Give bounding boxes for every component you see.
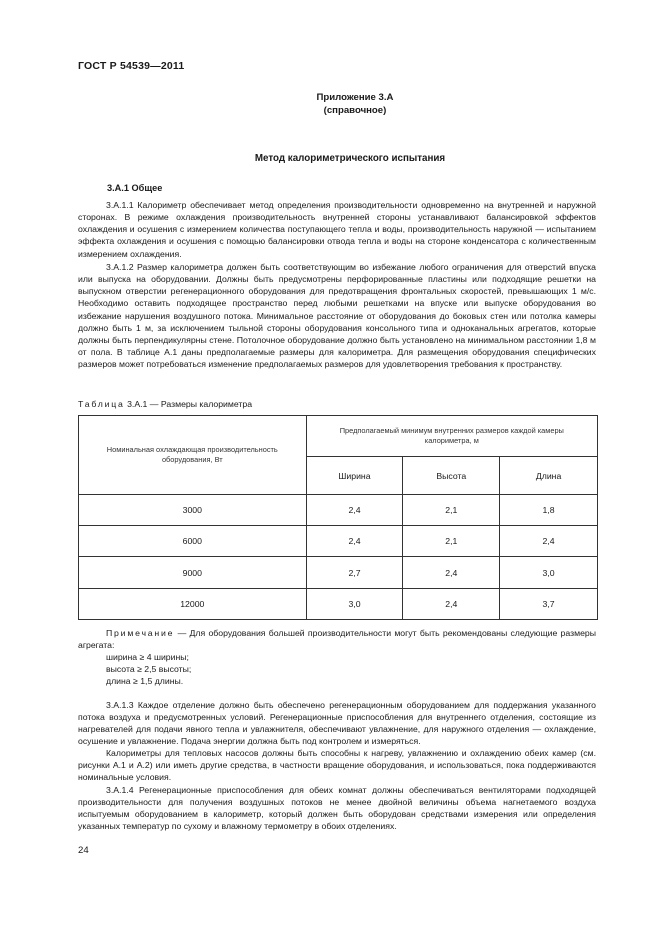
cell-capacity: 6000 [79, 526, 307, 557]
calorimeter-size-table [78, 415, 598, 620]
appendix-title: Приложение 3.А [316, 92, 394, 103]
note-line-length: длина ≥ 1,5 длины. [106, 676, 184, 686]
appendix-heading [260, 91, 450, 117]
paragraph-heat-pumps: Калориметры для тепловых насосов должны быть способны к нагреву, увлажнению и охлаждению обеих камер (см. рисунки А.1 и А.2) или иметь другие средства, в частности вращение оборудования, и использоваться, пока поддерживаются номинальные условия. [78, 748, 596, 783]
cell-width: 2,4 [306, 526, 403, 557]
appendix-subtitle: (справочное) [323, 105, 387, 116]
table-row [79, 495, 598, 526]
header-capacity: Номинальная охлаждающая производительность оборудования, Вт [79, 416, 307, 495]
table-row [79, 557, 598, 589]
document-header: ГОСТ Р 54539—2011 [78, 60, 185, 72]
header-dimensions: Предполагаемый минимум внутренних размеров каждой камеры калориметра, м [306, 416, 597, 457]
header-length: Длина [500, 457, 598, 495]
cell-capacity: 3000 [79, 495, 307, 526]
paragraph-3a12: 3.А.1.2 Размер калориметра должен быть соответствующим во избежание любого ограничения для отверстий впуска или выпуска на оборудовании. Должны быть предусмотрены перфорированные пластины или подходящие решетки на выпускном отверстии регенерационного оборудования для предотвращения фронтальных скоростей, превышающих 1 м/с. Необходимо оставить подходящее пространство перед любыми решетками на впуске или выпуске оборудования во избежание нарушения воздушного потока. Минимальное расстояние от оборудования до боковых стен или потолка камеры должно быть 1 м, за исключением тыльной стороны оборудования консольного типа и одноканальных агрегатов, которые должны быть перпендикулярны стене. Потолочное оборудование должно быть установлено на минимальном расстоянии 1,8 м от пола. В таблице А.1 даны предполагаемые размеры для калориметра. Для размещения оборудования специфических размеров может потребоваться изменение предполагаемых размеров для удовлетворения требования к пространству. [78, 262, 596, 370]
header-width: Ширина [306, 457, 403, 495]
cell-length: 2,4 [500, 526, 598, 557]
note-line-width: ширина ≥ 4 ширины; [106, 652, 189, 662]
cell-length: 3,7 [500, 589, 598, 620]
table-caption [78, 399, 252, 409]
note-label: Примечание [106, 628, 175, 638]
paragraph-3a13: 3.А.1.3 Каждое отделение должно быть обеспечено регенерационным оборудованием для поддержания указанного потока воздуха и предусмотренных условий. Регенерационные приспособления для внутреннего отделения, состоящие из нагревателей для подачи явного тепла и увлажнителя, обеспечивают увлажнение, для наружного отделения — охлаждение, осушение и увлажнение. Подача энергии должна быть под контролем и измеряться. [78, 700, 596, 747]
note-line-height: высота ≥ 2,5 высоты; [106, 664, 192, 674]
paragraph-3a11: 3.А.1.1 Калориметр обеспечивает метод определения производительности одновременно на внутренней и наружной сторонах. В режиме охлаждения производительность внутренней стороны устанавливают балансировкой эффектов охлаждения и осушения с измерением количества поступающего тепла и воды, производительность наружной — испытанием эффекта охлаждения и осушения с помощью балансировки отвода тепла и воды на стороне конденсатора с количественным измерением охлаждения. [78, 200, 596, 259]
cell-height: 2,4 [403, 589, 500, 620]
header-height: Высота [403, 457, 500, 495]
cell-length: 1,8 [500, 495, 598, 526]
cell-height: 2,1 [403, 495, 500, 526]
note-text: — Для оборудования большей производительности могут быть рекомендованы следующие размеры агрегата: [78, 628, 596, 651]
table-note [78, 627, 596, 651]
cell-height: 2,1 [403, 526, 500, 557]
cell-width: 3,0 [306, 589, 403, 620]
table-row [79, 589, 598, 620]
cell-height: 2,4 [403, 557, 500, 589]
cell-width: 2,4 [306, 495, 403, 526]
paragraph-3a14: 3.А.1.4 Регенерационные приспособления для обеих комнат должны обеспечиваться вентиляторами подходящей производительности для получения воздушных потоков не менее двойной величины объема нагнетаемого воздуха испытуемым оборудованием в калориметр, который должен быть оборудован средствами измерения или определения указанных температур по сухому и влажному термометру в обоих отделениях. [78, 785, 596, 832]
cell-length: 3,0 [500, 557, 598, 589]
section-heading: 3.А.1 Общее [107, 183, 163, 193]
cell-capacity: 12000 [79, 589, 307, 620]
page-number: 24 [78, 845, 89, 856]
table-caption-label: Таблица [78, 399, 125, 409]
cell-capacity: 9000 [79, 557, 307, 589]
table-row [79, 526, 598, 557]
document-title: Метод калориметрического испытания [254, 153, 446, 164]
cell-width: 2,7 [306, 557, 403, 589]
table-caption-text: 3.А.1 — Размеры калориметра [124, 399, 253, 409]
